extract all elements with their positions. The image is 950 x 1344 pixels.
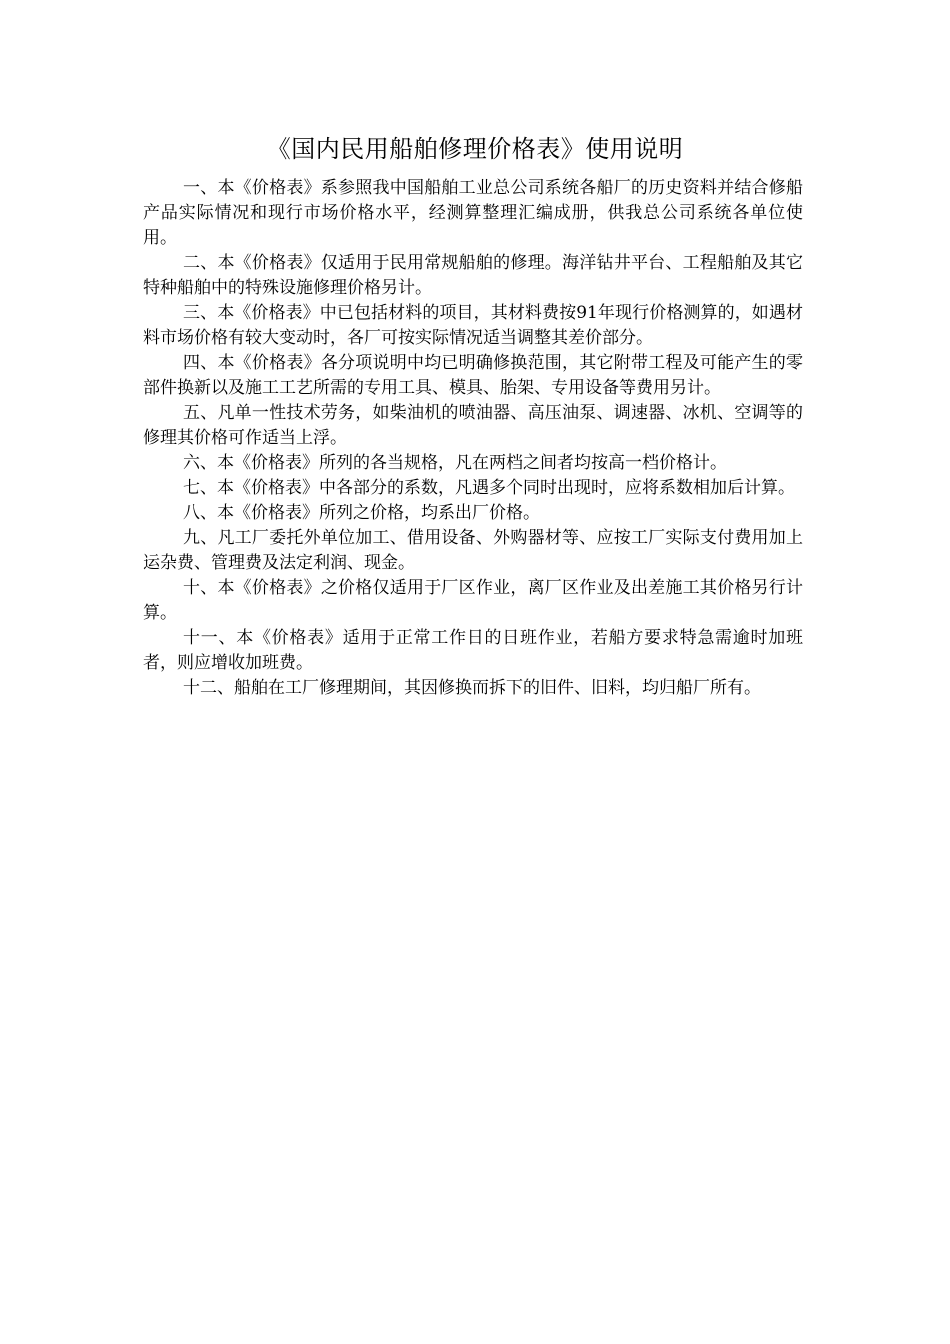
paragraph-7: 七、本《价格表》中各部分的系数，凡遇多个同时出现时，应将系数相加后计算。 bbox=[183, 478, 795, 498]
document-title: 《国内民用船舶修理价格表》使用说明 bbox=[266, 135, 684, 163]
paragraph-11: 十一、本《价格表》适用于正常工作日的日班作业，若船方要求特急需逾时加班者，则应增收加班费。 bbox=[143, 628, 803, 673]
paragraph-9: 九、凡工厂委托外单位加工、借用设备、外购器材等、应按工厂实际支付费用加上运杂费、管理费及法定利润、现金。 bbox=[143, 528, 803, 573]
paragraph-2: 二、本《价格表》仅适用于民用常规船舶的修理。海洋钻井平台、工程船舶及其它特种船舶中的特殊设施修理价格另计。 bbox=[143, 253, 803, 298]
paragraph-12: 十二、船舶在工厂修理期间，其因修换而拆下的旧件、旧料，均归船厂所有。 bbox=[183, 678, 761, 698]
document-body bbox=[143, 176, 803, 701]
paragraph-3: 三、本《价格表》中已包括材料的项目，其材料费按91年现行价格测算的，如遇材料市场价格有较大变动时，各厂可按实际情况适当调整其差价部分。 bbox=[143, 303, 803, 348]
paragraph-6: 六、本《价格表》所列的各当规格，凡在两档之间者均按高一档价格计。 bbox=[183, 453, 727, 473]
paragraph-1: 一、本《价格表》系参照我中国船舶工业总公司系统各船厂的历史资料并结合修船产品实际情况和现行市场价格水平，经测算整理汇编成册，供我总公司系统各单位使用。 bbox=[143, 178, 803, 248]
paragraph-10: 十、本《价格表》之价格仅适用于厂区作业，离厂区作业及出差施工其价格另行计算。 bbox=[143, 578, 803, 623]
paragraph-5: 五、凡单一性技术劳务，如柴油机的喷油器、高压油泵、调速器、冰机、空调等的修理其价格可作适当上浮。 bbox=[143, 403, 803, 448]
paragraph-8: 八、本《价格表》所列之价格，均系出厂价格。 bbox=[183, 503, 540, 523]
paragraph-4: 四、本《价格表》各分项说明中均已明确修换范围，其它附带工程及可能产生的零部件换新以及施工工艺所需的专用工具、模具、胎架、专用设备等费用另计。 bbox=[143, 353, 803, 398]
